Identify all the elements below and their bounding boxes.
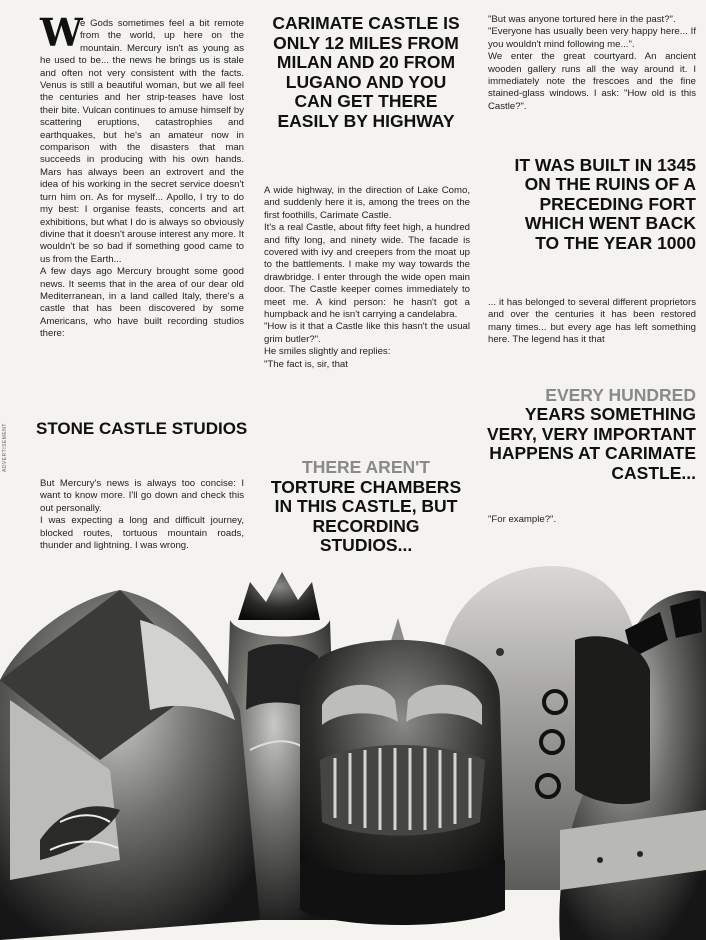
smile-paragraph: He smiles slightly and replies: xyxy=(264,346,391,358)
helmets-photo xyxy=(0,560,706,940)
hundred-years-headline xyxy=(480,386,696,483)
castle-column xyxy=(264,185,470,371)
left-helmet-icon xyxy=(0,590,260,940)
courtyard-paragraph: We enter the great courtyard. An ancient wooden gallery runs all the way around it. I immediately note the frescoes and the fine stained-glass windows. I ask: "How old is this Castle?". xyxy=(488,51,696,112)
tortured-question: "But was anyone tortured here in the past?". xyxy=(488,14,676,25)
highway-paragraph: A wide highway, in the direction of Lake Como, and suddenly here it is, among the trees on the first foothills, Carimate Castle. xyxy=(264,185,470,221)
highway-headline: CARIMATE CASTLE IS ONLY 12 MILES FROM MILAN AND 20 FROM LUGANO AND YOU CAN GET THERE EASILY BY HIGHWAY xyxy=(272,13,460,131)
journey-column xyxy=(40,478,244,552)
example-question: "For example?". xyxy=(488,514,557,525)
drop-cap: W xyxy=(40,10,83,55)
happy-paragraph: "Everyone has usually been very happy here... If you wouldn't mind following me...". xyxy=(488,26,696,50)
torture-headline-black: TORTURE CHAMBERS IN THIS CASTLE, BUT RECORDING STUDIOS... xyxy=(270,476,462,556)
concise-paragraph: But Mercury's news is always too concise: I want to know more. I'll go down and check this out personally. xyxy=(40,478,244,514)
right-helmet-icon xyxy=(559,590,706,940)
built-headline: IT WAS BUILT IN 1345 ON THE RUINS OF A PRECEDING FORT WHICH WENT BACK TO THE YEAR 1000 xyxy=(514,155,696,253)
studio-title: STONE CASTLE STUDIOS xyxy=(36,419,248,438)
real-castle-paragraph: It's a real Castle, about fifty feet high, a hundred and fifty long, and ninety wide. The facade is covered with ivy and creepers from the moat up to the battlements. I make my way towards the drawbridge. I enter through the wide open main door. The Castle keeper comes immediately to meet me. A kind person: he hasn't got a humpback and he isn't carrying a candelabra. xyxy=(264,222,470,321)
advertisement-label: ADVERTISEMENT xyxy=(2,423,8,472)
hundred-years-black: YEARS SOMETHING VERY, VERY IMPORTANT HAPPENS AT CARIMATE CASTLE... xyxy=(486,404,696,483)
proprietors-paragraph: ... it has belonged to several different proprietors and over the centuries it has been restored many times... but every age has left something here. The legend has it that xyxy=(488,297,696,346)
torture-headline xyxy=(268,458,464,556)
example-column xyxy=(488,514,696,526)
intro-column xyxy=(40,10,244,341)
torture-headline-grey: THERE AREN'T xyxy=(302,457,430,477)
courtyard-column xyxy=(488,14,696,113)
center-helmet-icon xyxy=(300,640,505,925)
proprietors-column xyxy=(488,297,696,347)
intro-paragraph: e Gods sometimes feel a bit remote from the world, up here on the mountain. Mercury isn't as young as he used to be... the news he brings us is stale and often not very consistent with the facts. Venus is still a beautiful woman, but we all feel the centuries and her strip-teases have lost their bite. Vulcan continues to amuse himself by scattering eruptions, catastrophies and earthquakes, but he's an amateur now in comparison with the disasters that man succeeds in producing with his own hands. Mars has always been an extrovert and the idea of his working in the secret service doesn't turn him on. As for myself... Apollo, I try to do my best: I organise feasts, concerts and art exhibitions, but what I do is always so obviously divine that it doesn't arouse interest any more. It wouldn't be so bad if something good came to us from the Earth... xyxy=(40,18,244,265)
mercury-paragraph: A few days ago Mercury brought some good news. It seems that in the area of our dear old Mediterranean, in a land called Italy, there's a castle that has been discovered by some Americans, who have built recording studios there: xyxy=(40,266,244,340)
fact-paragraph: "The fact is, sir, that xyxy=(264,358,348,370)
butler-question: "How is it that a Castle like this hasn't the usual grim butler?". xyxy=(264,321,470,345)
journey-paragraph: I was expecting a long and difficult journey, blocked routes, tortuous mountain roads, thunder and lightning. I was wrong. xyxy=(40,515,244,552)
hundred-years-grey: EVERY HUNDRED xyxy=(545,385,696,405)
